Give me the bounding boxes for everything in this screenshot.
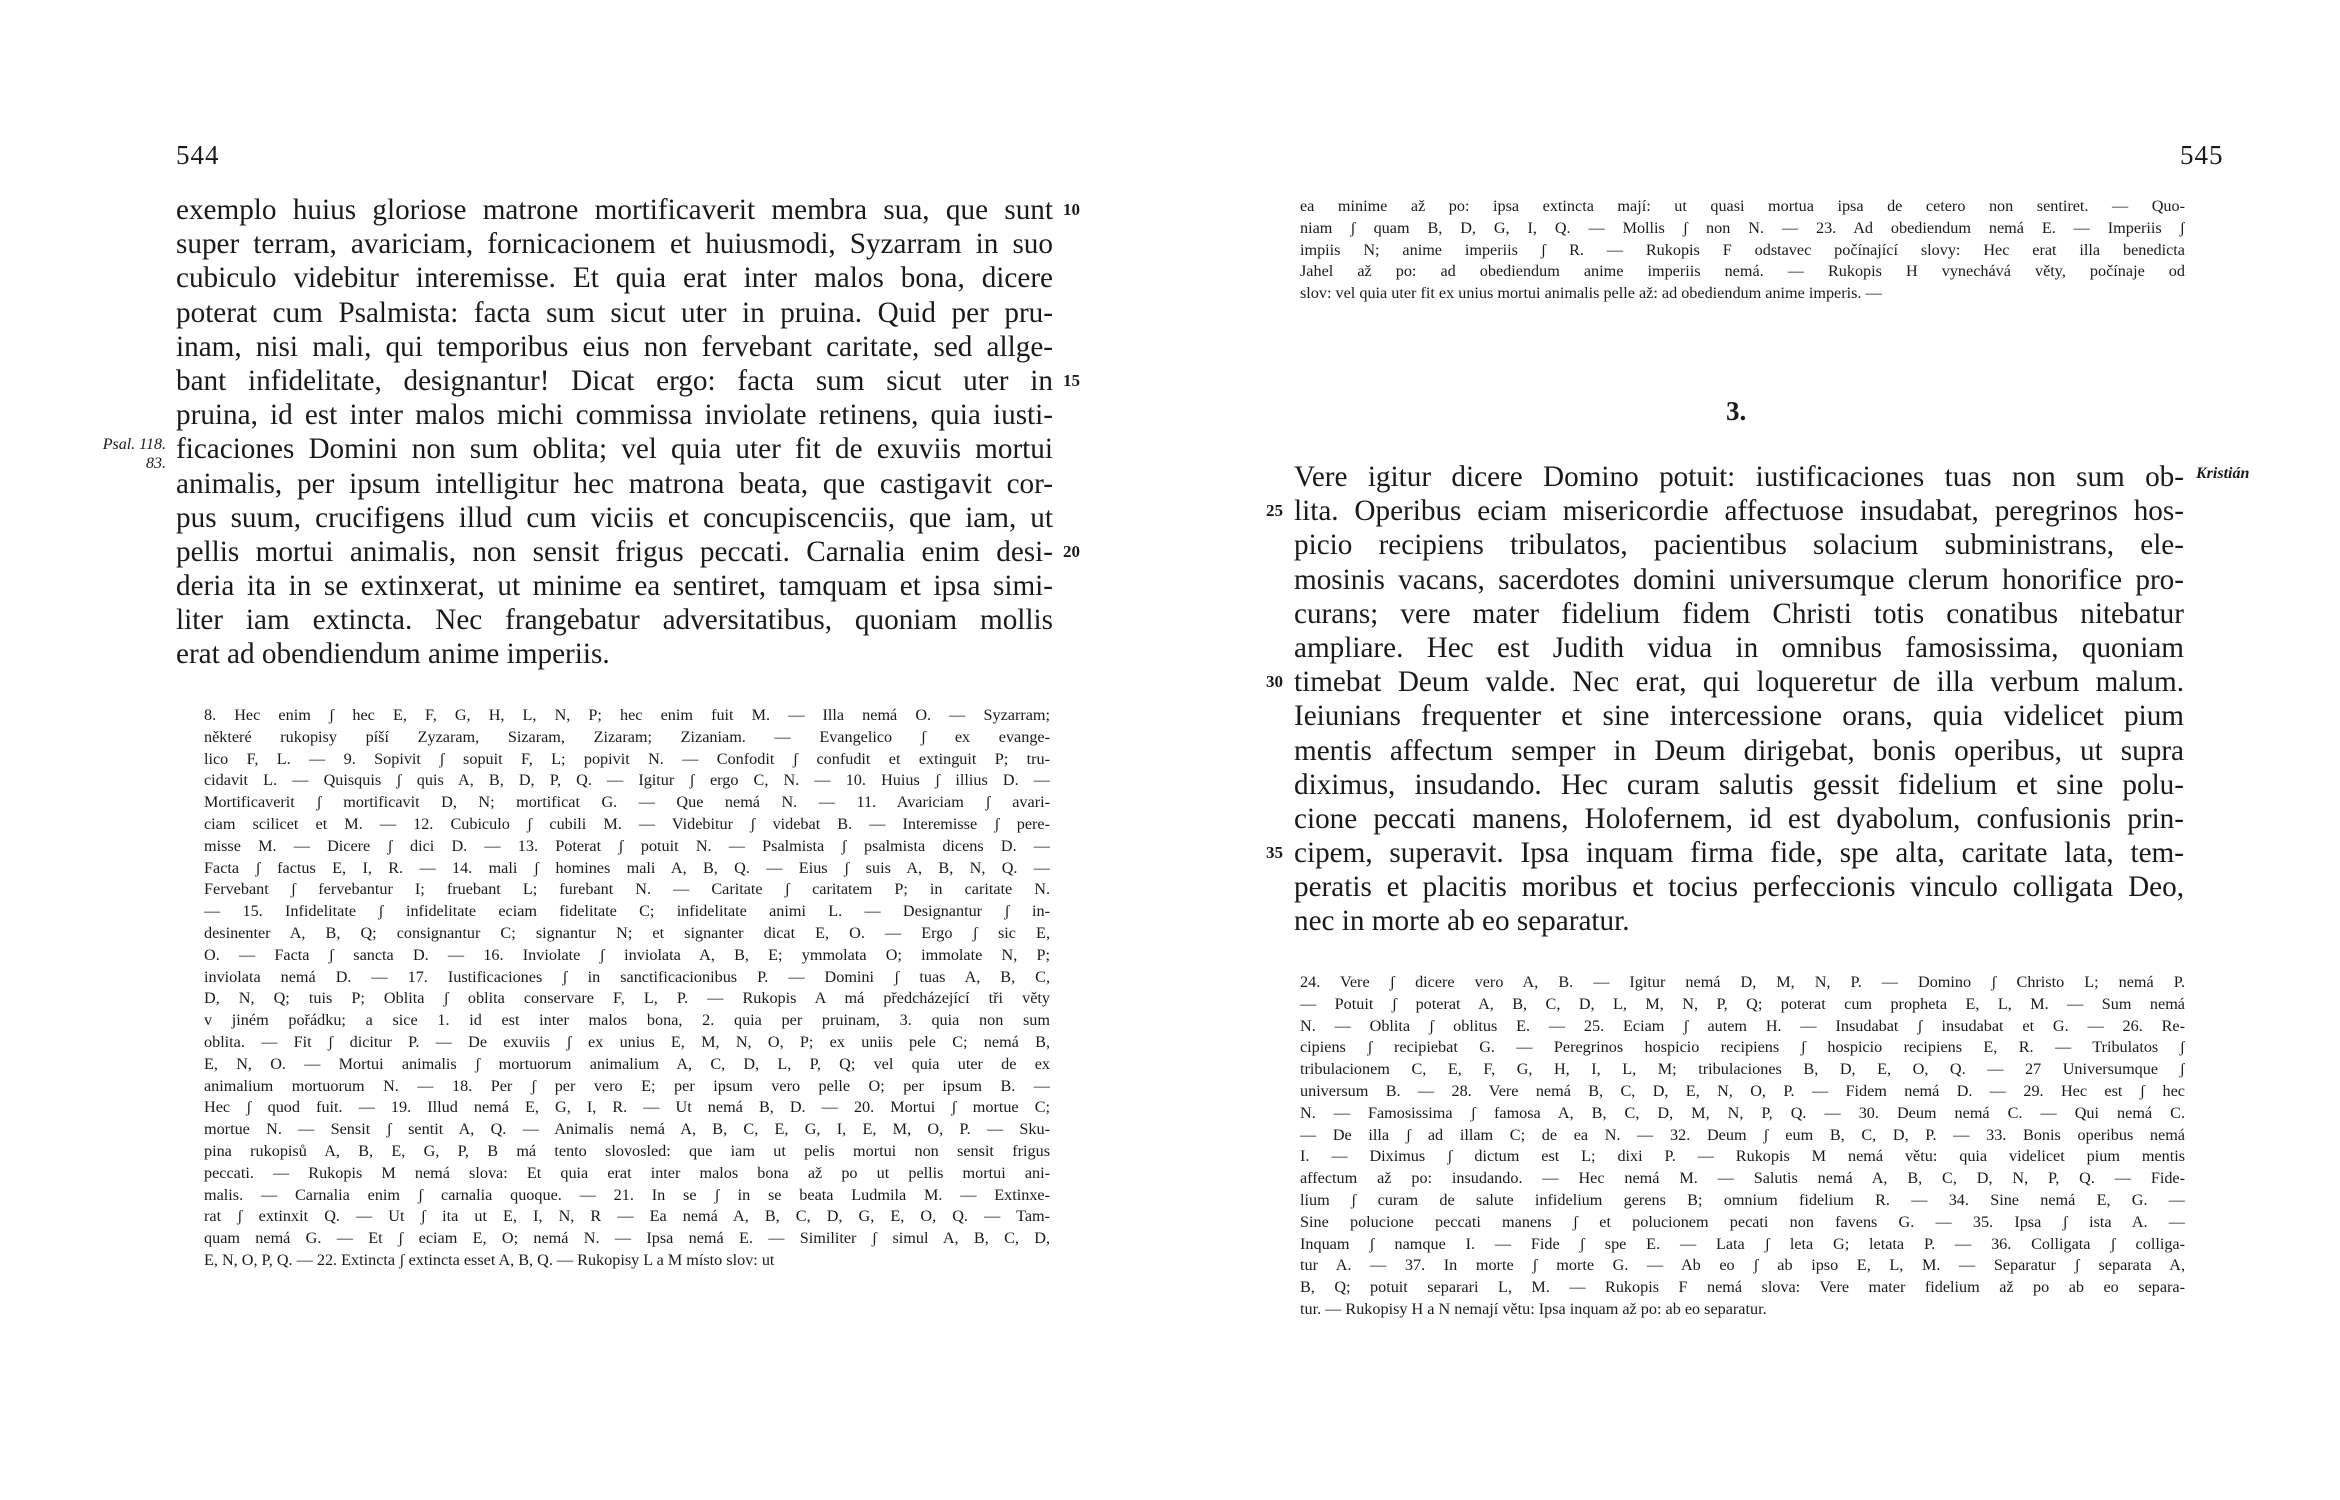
text-line: peratis et placitis moribus et tocius perfeccionis vinculo colligata Deo,: [1294, 871, 2184, 904]
footnote-line: některé rukopisy píší Zyzaram, Sizaram, Zizaram; Zizaniam. — Evangelico ʃ ex evange-: [204, 727, 1050, 746]
text-line: Ieiunians frequenter et sine intercessione orans, quia videlicet pium: [1294, 700, 2184, 733]
text-line: erat ad obendiendum anime imperiis.: [176, 638, 610, 671]
footnote-line: cidavit L. — Quisquis ʃ quis A, B, D, P, Q. — Igitur ʃ ergo C, N. — 10. Huius ʃ illius D. —: [204, 771, 1050, 790]
footnote-line: E, N, O. — Mortui animalis ʃ mortuorum animalium A, C, D, L, P, Q; vel quia uter de ex: [204, 1054, 1050, 1073]
footnote-line: lium ʃ curam de salute infidelium gerens B; omnium fidelium R. — 34. Sine nemá E, G. —: [1300, 1190, 2185, 1209]
footnote-line: Mortificaverit ʃ mortificavit D, N; mortificat G. — Que nemá N. — 11. Avariciam ʃ avari-: [204, 793, 1050, 812]
footnote-line: pina rukopisů A, B, E, G, P, B má tento slovosled: que iam ut pelis mortui non sensit frigus: [204, 1141, 1050, 1160]
line-number: 30: [1266, 672, 1283, 691]
text-line: curans; vere mater fidelium fidem Christi totis conatibus nitebatur: [1294, 597, 2184, 630]
text-line: nec in morte ab eo separatur.: [1294, 905, 1630, 938]
footnote-line: ciam scilicet et M. — 12. Cubiculo ʃ cubili M. — Videbitur ʃ videbat B. — Interemisse ʃ pere-: [204, 814, 1050, 833]
section-number: 3.: [1726, 396, 1747, 426]
footnote-line: — 15. Infidelitate ʃ infidelitate eciam fidelitate C; infidelitate animi L. — Designantur ʃ in-: [204, 902, 1050, 921]
footnote-line: quam nemá G. — Et ʃ eciam E, O; nemá N. — Ipsa nemá E. — Similiter ʃ simul A, B, C, D,: [204, 1229, 1050, 1248]
text-line: pellis mortui animalis, non sensit frigus peccati. Carnalia enim desi-: [176, 535, 1053, 568]
text-line: picio recipiens tribulatos, pacientibus solacium subministrans, ele-: [1294, 529, 2184, 562]
page-number: 545: [2180, 140, 2224, 170]
footnote-line: tur A. — 37. In morte ʃ morte G. — Ab eo ʃ ab ipso E, L, M. — Separatur ʃ separata A,: [1300, 1256, 2185, 1275]
text-line: ficaciones Domini non sum oblita; vel quia uter fit de exuviis mortui: [176, 433, 1053, 466]
margin-reference: Psal. 118. 83.: [102, 436, 166, 472]
footnote-line: ea minime až po: ipsa extincta mají: ut quasi mortua ipsa de cetero non sentiret. — Quo-: [1300, 197, 2185, 215]
footnote-line: 24. Vere ʃ dicere vero A, B. — Igitur nemá D, M, N, P. — Domino ʃ Christo L; nemá P.: [1300, 973, 2185, 991]
footnote-line: rat ʃ extinxit Q. — Ut ʃ ita ut E, I, N, R — Ea nemá A, B, C, D, G, E, O, Q. — Tam-: [204, 1207, 1050, 1226]
footnote-line: tribulacionem C, E, F, G, H, I, L, M; tribulaciones B, D, E, O, Q. — 27 Universumque ʃ: [1300, 1060, 2185, 1079]
footnote-line: Facta ʃ factus E, I, R. — 14. mali ʃ homines mali A, B, Q. — Eius ʃ suis A, B, N, Q. —: [204, 858, 1050, 877]
line-number: 20: [1063, 542, 1080, 561]
footnote-line: N. — Famosissima ʃ famosa A, B, C, D, M, N, P, Q. — 30. Deum nemá C. — Qui nemá C.: [1300, 1103, 2185, 1122]
right-page: [1170, 0, 2340, 1500]
footnote-line: v jiném pořádku; a sice 1. id est inter malos bona, 2. quia per pruinam, 3. quia non sum: [204, 1011, 1050, 1030]
footnote-line: E, N, O, P, Q. — 22. Extincta ʃ extincta esset A, B, Q. — Rukopisy L a M místo slov: ut: [204, 1250, 775, 1269]
text-line: animalis, per ipsum intelligitur hec matrona beata, que castigavit cor-: [176, 467, 1053, 500]
footnote-line: impiis N; anime imperiis ʃ R. — Rukopis F odstavec počínající slovy: Hec erat illa benedicta: [1300, 240, 2185, 259]
text-line: deria ita in se extinxerat, ut minime ea sentiret, tamquam et ipsa simi-: [176, 570, 1053, 603]
text-line: lita. Operibus eciam misericordie affectuose insudabat, peregrinos hos-: [1294, 495, 2184, 528]
footnote-line: Jahel až po: ad obediendum anime imperiis nemá. — Rukopis H vynechává věty, počínaje od: [1300, 262, 2185, 281]
page-number: 544: [176, 140, 220, 170]
main-text: [1294, 460, 2184, 939]
footnote-line: B, Q; potuit separari L, M. — Rukopis F nemá slova: Vere mater fidelium až po ab eo separa-: [1300, 1278, 2185, 1297]
footnotes: [204, 705, 1050, 1272]
footnotes: [1300, 972, 2185, 1321]
footnote-line: lico F, L. — 9. Sopivit ʃ sopuit F, L; popivit N. — Confodit ʃ confudit et extinguit P; tru-: [204, 749, 1050, 768]
footnote-line: oblita. — Fit ʃ dicitur P. — De exuviis ʃ ex unius E, M, N, O, P; ex uniis pele C; nemá B,: [204, 1032, 1050, 1051]
continued-footnotes: [1300, 196, 2185, 305]
margin-reference: Kristián: [2196, 465, 2250, 482]
text-line: mentis affectum semper in Deum dirigebat, bonis operibus, ut supra: [1294, 734, 2184, 767]
line-number: 25: [1266, 501, 1283, 520]
footnote-line: niam ʃ quam B, D, G, I, Q. — Mollis ʃ non N. — 23. Ad obediendum nemá E. — Imperiis ʃ: [1300, 218, 2185, 237]
footnote-line: Hec ʃ quod fuit. — 19. Illud nemá E, G, I, R. — Ut nemá B, D. — 20. Mortui ʃ mortue C;: [204, 1098, 1050, 1117]
text-line: diximus, insudando. Hec curam salutis gessit fidelium et sine polu-: [1294, 768, 2184, 801]
text-line: timebat Deum valde. Nec erat, qui loqueretur de illa verbum malum.: [1294, 666, 2184, 699]
footnote-line: inviolata nemá D. — 17. Iustificaciones ʃ in sanctificacionibus P. — Domini ʃ tuas A, B, C,: [204, 967, 1050, 986]
text-line: pus suum, crucifigens illud cum viciis et concupiscenciis, que iam, ut: [176, 501, 1053, 534]
footnote-line: — De illa ʃ ad illam C; de ea N. — 32. Deum ʃ eum B, C, D, P. — 33. Bonis operibus nemá: [1300, 1125, 2185, 1144]
footnote-line: Inquam ʃ namque I. — Fide ʃ spe E. — Lata ʃ leta G; letata P. — 36. Colligata ʃ colliga-: [1300, 1234, 2185, 1253]
text-line: super terram, avariciam, fornicacionem et huiusmodi, Syzarram in suo: [176, 228, 1053, 261]
footnote-line: universum B. — 28. Vere nemá B, C, D, E, N, O, P. — Fidem nemá D. — 29. Hec est ʃ hec: [1300, 1081, 2185, 1100]
footnote-line: O. — Facta ʃ sancta D. — 16. Inviolate ʃ inviolata A, B, E; ymmolata O; immolate N, P;: [204, 945, 1050, 964]
text-line: bant infidelitate, designantur! Dicat ergo: facta sum sicut uter in: [176, 364, 1053, 397]
footnote-line: — Potuit ʃ poterat A, B, C, D, L, M, N, P, Q; poterat cum propheta E, L, M. — Sum nemá: [1300, 994, 2185, 1013]
footnote-line: affectum až po: insudando. — Hec nemá M. — Salutis nemá A, B, C, D, N, P, Q. — Fide-: [1300, 1169, 2185, 1188]
footnote-line: D, N, Q; tuis P; Oblita ʃ oblita conservare F, L, P. — Rukopis A má předcházející tři věty: [204, 989, 1050, 1008]
footnote-line: peccati. — Rukopis M nemá slova: Et quia erat inter malos bona až po ut pellis mortui ani-: [204, 1163, 1050, 1182]
footnote-line: Sine polucione peccati manens ʃ et polucionem pecati non favens G. — 35. Ipsa ʃ ista A. —: [1300, 1212, 2185, 1231]
text-line: pruina, id est inter malos michi commissa inviolate retinens, quia iusti-: [176, 399, 1053, 432]
footnote-line: Fervebant ʃ fervebantur I; fruebant L; furebant N. — Caritate ʃ caritatem P; in caritate N.: [204, 880, 1050, 899]
footnote-line: malis. — Carnalia enim ʃ carnalia quoque. — 21. In se ʃ in se beata Ludmila M. — Extinxe-: [204, 1185, 1050, 1204]
text-line: cione peccati manens, Holofernem, id est dyabolum, confusionis prin-: [1294, 802, 2184, 835]
footnote-line: I. — Diximus ʃ dictum est L; dixi P. — Rukopis M nemá větu: quia videlicet pium mentis: [1300, 1147, 2185, 1166]
footnote-line: mortue N. — Sensit ʃ sentit A, Q. — Animalis nemá A, B, C, E, G, I, E, M, O, P. — Sku-: [204, 1120, 1050, 1139]
text-line: ampliare. Hec est Judith vidua in omnibus famosissima, quoniam: [1294, 631, 2184, 664]
text-line: inam, nisi mali, qui temporibus eius non fervebant caritate, sed allge-: [176, 330, 1053, 363]
text-line: poterat cum Psalmista: facta sum sicut uter in pruina. Quid per pru-: [176, 296, 1053, 329]
text-line: cipem, superavit. Ipsa inquam firma fide, spe alta, caritate lata, tem-: [1294, 837, 2184, 870]
footnote-line: misse M. — Dicere ʃ dici D. — 13. Poterat ʃ potuit N. — Psalmista ʃ psalmista dicens D. —: [204, 836, 1050, 855]
main-text: [176, 193, 1053, 672]
text-line: mosinis vacans, sacerdotes domini universumque clerum honorifice pro-: [1294, 563, 2184, 596]
text-line: liter iam extincta. Nec frangebatur adversitatibus, quoniam mollis: [176, 604, 1053, 637]
text-line: cubiculo videbitur interemisse. Et quia erat inter malos bona, dicere: [176, 262, 1053, 295]
footnote-line: animalium mortuorum N. — 18. Per ʃ per vero E; per ipsum vero pelle O; per ipsum B. —: [204, 1076, 1050, 1095]
text-line: Vere igitur dicere Domino potuit: iustificaciones tuas non sum ob-: [1294, 461, 2184, 493]
footnote-line: 8. Hec enim ʃ hec E, F, G, H, L, N, P; hec enim fuit M. — Illa nemá O. — Syzarram;: [204, 706, 1050, 724]
line-number: 10: [1063, 200, 1080, 219]
line-number: 15: [1063, 371, 1080, 390]
footnote-line: desinenter A, B, Q; consignantur C; signantur N; et signanter dicat E, O. — Ergo ʃ sic E,: [204, 923, 1050, 942]
footnote-line: tur. — Rukopisy H a N nemají větu: Ipsa inquam až po: ab eo separatur.: [1300, 1299, 1767, 1318]
footnote-line: cipiens ʃ recipiebat G. — Peregrinos hospicio recipiens ʃ hospicio recipiens E, R. — Tribulatos ʃ: [1300, 1038, 2185, 1057]
line-number: 35: [1266, 843, 1283, 862]
footnote-line: N. — Oblita ʃ oblitus E. — 25. Eciam ʃ autem H. — Insudabat ʃ insudabat et G. — 26. Re-: [1300, 1016, 2185, 1035]
footnote-line: slov: vel quia uter fit ex unius mortui animalis pelle až: ad obediendum anime imperis. —: [1300, 284, 1882, 303]
text-line: exemplo huius gloriose matrone mortificaverit membra sua, que sunt: [176, 194, 1053, 226]
